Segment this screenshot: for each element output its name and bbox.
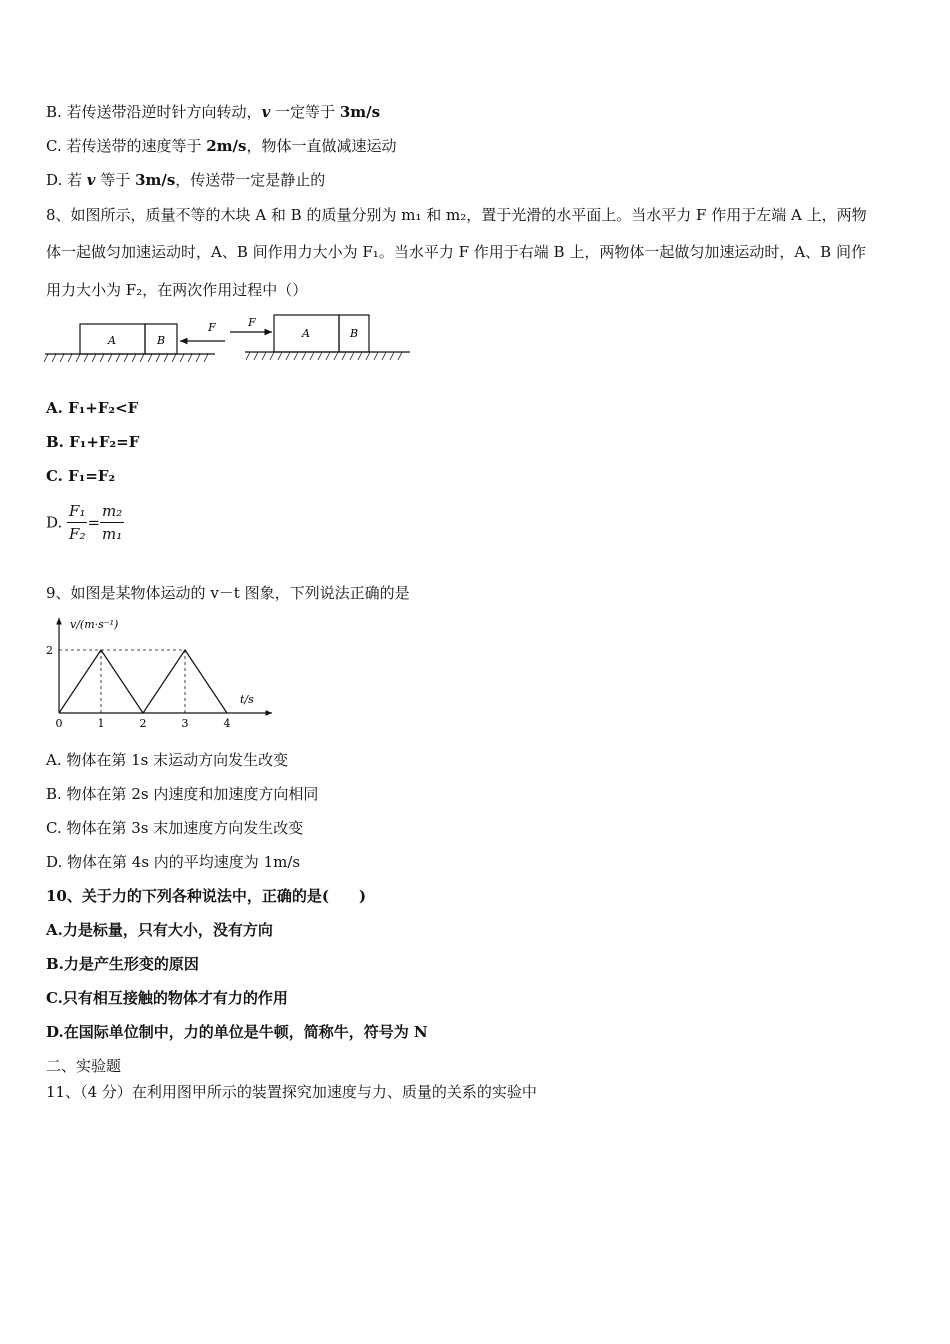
x-tick-4: 4 [223,717,231,730]
ground-left-hatch [44,354,208,362]
q7-option-b: B. 若传送带沿逆时针方向转动，v 一定等于 3m/s [46,103,381,121]
velocity-line [59,650,227,713]
block-a-left-label: A [108,334,116,347]
section-2-heading: 二、实验题 [46,1057,122,1075]
q8-stem-line-3: 用力大小为 F₂，在两次作用过程中（） [46,281,308,299]
force-label-left: F [208,321,216,334]
q10-option-c: C.只有相互接触的物体才有力的作用 [46,989,288,1007]
x-tick-0: 0 [55,717,63,730]
q10-option-a: A.力是标量，只有大小，没有方向 [46,921,273,939]
q8-stem-line-2: 体一起做匀加速运动时，A、B 间作用力大小为 F₁。当水平力 F 作用于右端 B 上，两物体一起做匀加速运动时，A、B 间作 [46,243,866,261]
x-tick-1: 1 [97,717,105,730]
q8-option-d-lhs: $\frac{\text{F₁}}{\text{F₂}}$ [69,502,86,543]
q7-option-c: C. 若传送带的速度等于 2m/s，物体一直做减速运动 [46,137,397,155]
q8-option-c: C. F₁=F₂ [46,467,116,485]
q9-option-a: A. 物体在第 1s 末运动方向发生改变 [46,751,289,769]
q9-option-c: C. 物体在第 3s 末加速度方向发生改变 [46,819,304,837]
q8-option-a: A. F₁+F₂<F [46,399,139,417]
block-a-right-label: A [302,327,310,340]
q8-option-d-label: D. [46,513,63,532]
block-b-right-label: B [349,327,359,340]
y-tick-2: 2 [46,644,53,657]
x-tick-2: 2 [139,717,147,730]
block-b-left-label: B [156,334,166,347]
q9-option-b: B. 物体在第 2s 内速度和加速度方向相同 [46,785,319,803]
x-axis-label: t/s [240,693,254,706]
q9-stem: 9、如图是某物体运动的 v－t 图象，下列说法正确的是 [46,584,410,602]
q8-stem-line-1: 8、如图所示，质量不等的木块 A 和 B 的质量分别为 m₁ 和 m₂，置于光滑的水平面上。当水平力 F 作用于左端 A 上，两物 [46,206,867,224]
ground-right-hatch [246,352,402,360]
vt-graph [40,612,280,734]
q8-option-d: D. $\frac{\text{F₁}}{\text{F₂}}$ = $\frac{\text{m₂}}{\text{m₁}}$ [46,502,123,543]
force-label-right: F [248,316,256,329]
q10-option-d: D.在国际单位制中，力的单位是牛顿，简称牛，符号为 N [46,1023,428,1041]
x-tick-3: 3 [181,717,189,730]
q11-stem: 11、（4 分）在利用图甲所示的装置探究加速度与力、质量的关系的实验中 [46,1083,537,1101]
q8-option-b: B. F₁+F₂=F [46,433,140,451]
q10-option-b: B.力是产生形变的原因 [46,955,199,973]
q8-blocks-figure [40,310,420,370]
q10-stem: 10、关于力的下列各种说法中，正确的是( ) [46,887,367,905]
q8-option-d-rhs: $\frac{\text{m₂}}{\text{m₁}}$ [102,502,123,543]
y-axis-label: v/(m·s⁻¹) [70,618,119,631]
q9-option-d: D. 物体在第 4s 内的平均速度为 1m/s [46,853,301,871]
q7-option-d: D. 若 v 等于 3m/s，传送带一定是静止的 [46,171,326,189]
